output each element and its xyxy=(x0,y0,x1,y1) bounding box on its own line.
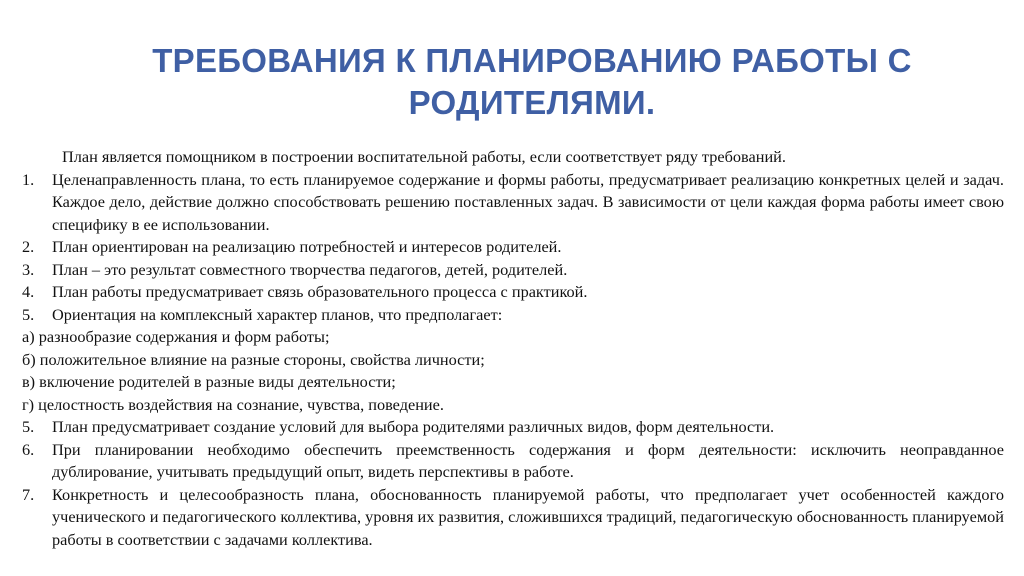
list-item-text: План предусматривает создание условий для выбора родителями различных видов, форм деятельности. xyxy=(52,417,775,436)
list-item-number: 2. xyxy=(22,237,35,256)
list-item-text: План работы предусматривает связь образовательного процесса с практикой. xyxy=(52,282,588,301)
list-item xyxy=(22,416,1004,439)
list-item-number: 3. xyxy=(22,259,35,279)
sub-item: в) включение родителей в разные виды деятельности; xyxy=(22,372,396,391)
list-item-number: 1. xyxy=(22,169,35,189)
list-item-text: При планировании необходимо обеспечить преемственность содержания и форм деятельности: исключить неоправданное дублирование, учитывать предыдущий опыт, видеть перспективы в работе. xyxy=(52,439,1004,481)
list-item-number: 5. xyxy=(22,417,35,436)
list-item-number: 6. xyxy=(22,439,35,459)
list-item-text: План – это результат совместного творчества педагогов, детей, родителей. xyxy=(52,259,568,279)
list-item-text: План ориентирован на реализацию потребностей и интересов родителей. xyxy=(52,237,562,256)
list-item-number: 4. xyxy=(22,282,35,301)
page-title xyxy=(0,40,1024,124)
sub-item: г) целостность воздействия на сознание, чувства, поведение. xyxy=(22,394,444,414)
list-item-text: Целенаправленность плана, то есть планируемое содержание и формы работы, предусматривает реализацию конкретных целей и задач. Каждое дело, действие должно способствовать решению поставленных задач. В зависимости от цели каждая форма работы имеет свою специфику в ее использовании. xyxy=(52,169,1004,234)
sub-item: б) положительное влияние на разные стороны, свойства личности; xyxy=(22,349,485,369)
list-item xyxy=(22,236,1004,259)
list-item xyxy=(22,439,1004,484)
intro-paragraph: План является помощником в построении воспитательной работы, если соответствует ряду требований. xyxy=(62,147,786,166)
list-item xyxy=(22,259,1004,282)
list-item-number: 5. xyxy=(22,304,35,324)
list-item xyxy=(22,281,1004,304)
list-item xyxy=(22,169,1004,237)
sub-item: а) разнообразие содержания и форм работы; xyxy=(22,327,330,346)
title-line-1: ТРЕБОВАНИЯ К ПЛАНИРОВАНИЮ РАБОТЫ С xyxy=(152,42,912,79)
list-item-text: Ориентация на комплексный характер планов, что предполагает: xyxy=(52,304,503,324)
document-body xyxy=(22,146,1004,551)
list-item xyxy=(22,304,1004,327)
list-item-number: 7. xyxy=(22,484,35,504)
list-item xyxy=(22,484,1004,552)
list-item-text: Конкретность и целесообразность плана, обоснованность планируемой работы, что предполагает учет особенностей каждого ученического и педагогического коллектива, уровня их развития, сложившихся традиций, педагогическую обоснованность планируемой работы в соответствии с задачами коллектива. xyxy=(52,484,1004,549)
title-line-2: РОДИТЕЛЯМИ. xyxy=(408,84,656,121)
